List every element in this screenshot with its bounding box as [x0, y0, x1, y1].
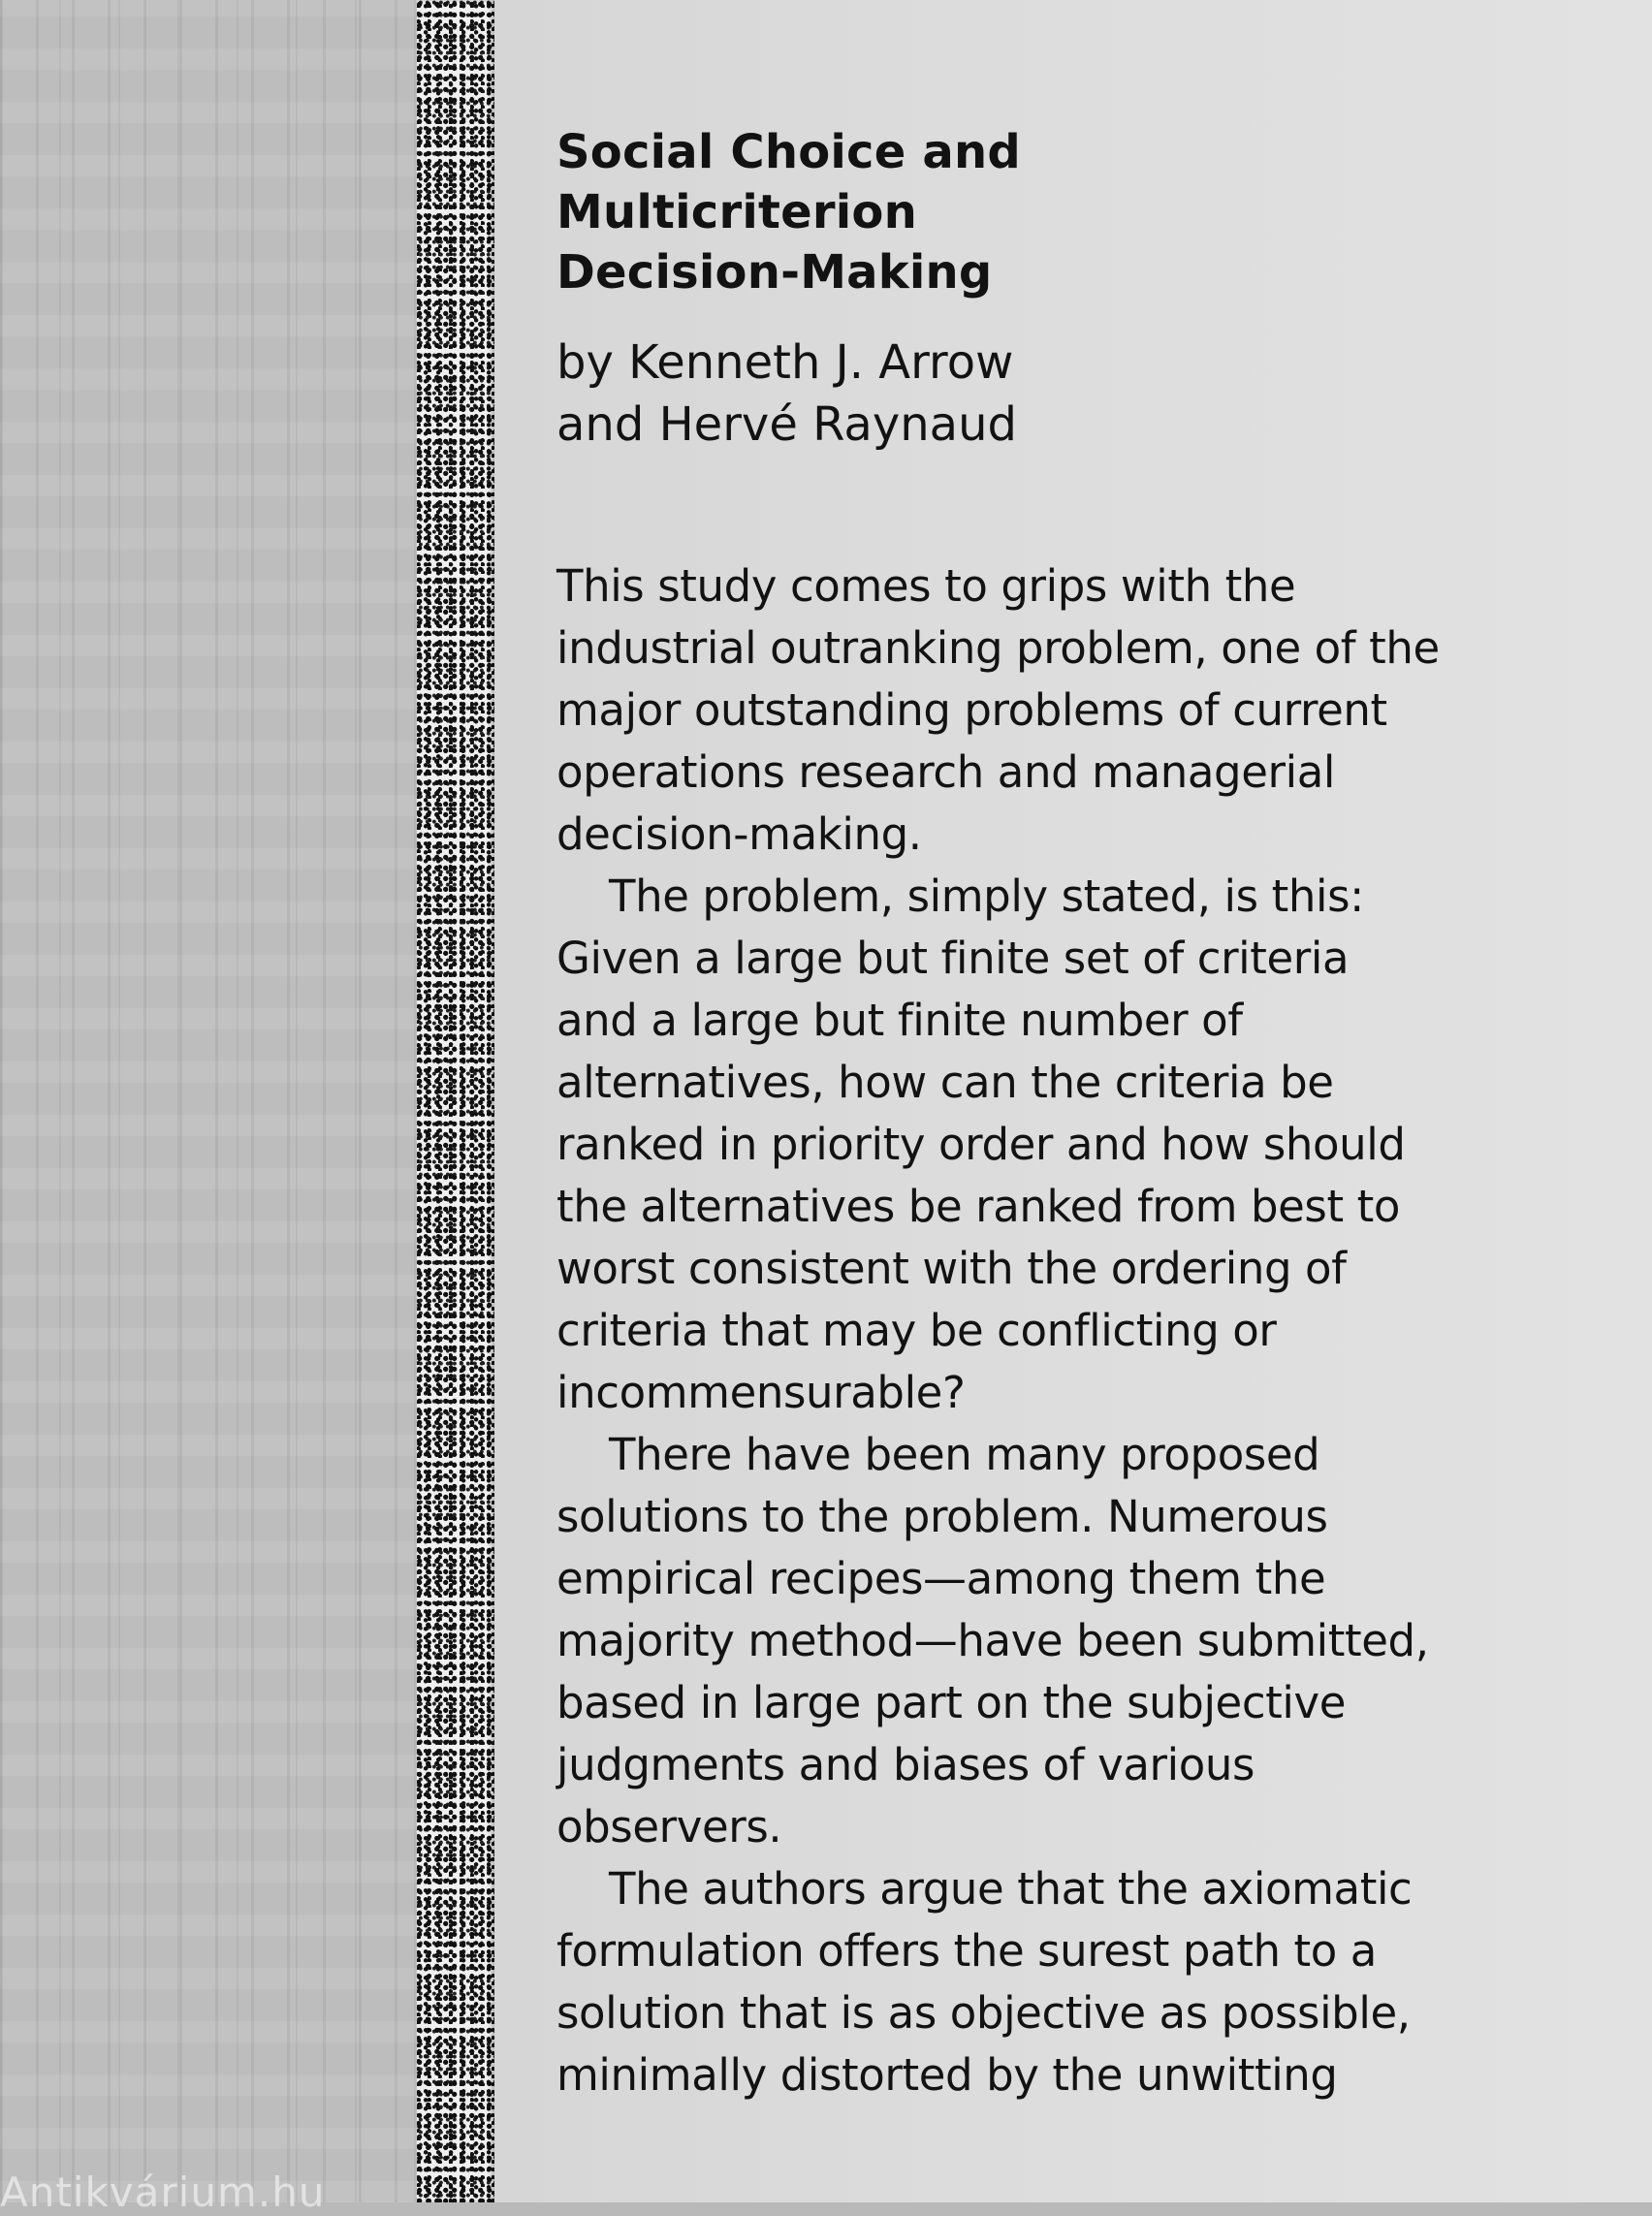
description-line: formulation offers the surest path to a — [556, 1925, 1377, 1977]
description-line: decision-making. — [556, 808, 922, 860]
description-line: There have been many proposed — [609, 1429, 1320, 1480]
description-text — [556, 555, 1623, 2106]
book-spine-pattern — [417, 0, 494, 2202]
book-title — [556, 122, 1623, 302]
author-line: by Kenneth J. Arrow — [556, 335, 1014, 390]
description-line: industrial outranking problem, one of the — [556, 622, 1440, 674]
description-line: based in large part on the subjective — [556, 1677, 1347, 1728]
description-line: observers. — [556, 1801, 782, 1852]
description-line: Given a large but finite set of criteria — [556, 933, 1350, 984]
title-line: Decision-Making — [556, 245, 993, 300]
background-surface — [0, 0, 417, 2216]
description-line: minimally distorted by the unwitting — [556, 2049, 1338, 2101]
title-line: Social Choice and — [556, 125, 1021, 179]
description-line: The authors argue that the axiomatic — [609, 1863, 1413, 1915]
description-line: criteria that may be conflicting or — [556, 1305, 1277, 1356]
description-line: solution that is as objective as possible, — [556, 1987, 1411, 2039]
description-line: and a large but finite number of — [556, 995, 1243, 1046]
watermark-text: Antikvárium.hu — [0, 2169, 326, 2216]
book-page — [494, 0, 1652, 2202]
description-line: the alternatives be ranked from best to — [556, 1181, 1400, 1232]
description-line: operations research and managerial — [556, 746, 1335, 798]
description-line: ranked in priority order and how should — [556, 1119, 1406, 1170]
description-line: worst consistent with the ordering of — [556, 1243, 1347, 1294]
description-line: This study comes to grips with the — [556, 560, 1296, 612]
description-line: The problem, simply stated, is this: — [609, 871, 1364, 922]
description-line: alternatives, how can the criteria be — [556, 1057, 1334, 1108]
description-line: major outstanding problems of current — [556, 684, 1387, 736]
page-content — [556, 122, 1623, 2106]
description-line: judgments and biases of various — [556, 1739, 1255, 1790]
description-line: solutions to the problem. Numerous — [556, 1491, 1328, 1542]
description-line: incommensurable? — [556, 1367, 966, 1418]
author-line: and Hervé Raynaud — [556, 397, 1017, 452]
title-line: Multicriterion — [556, 185, 917, 239]
description-line: empirical recipes—among them the — [556, 1553, 1326, 1604]
description-line: majority method—have been submitted, — [556, 1615, 1429, 1666]
author-byline — [556, 332, 1623, 456]
